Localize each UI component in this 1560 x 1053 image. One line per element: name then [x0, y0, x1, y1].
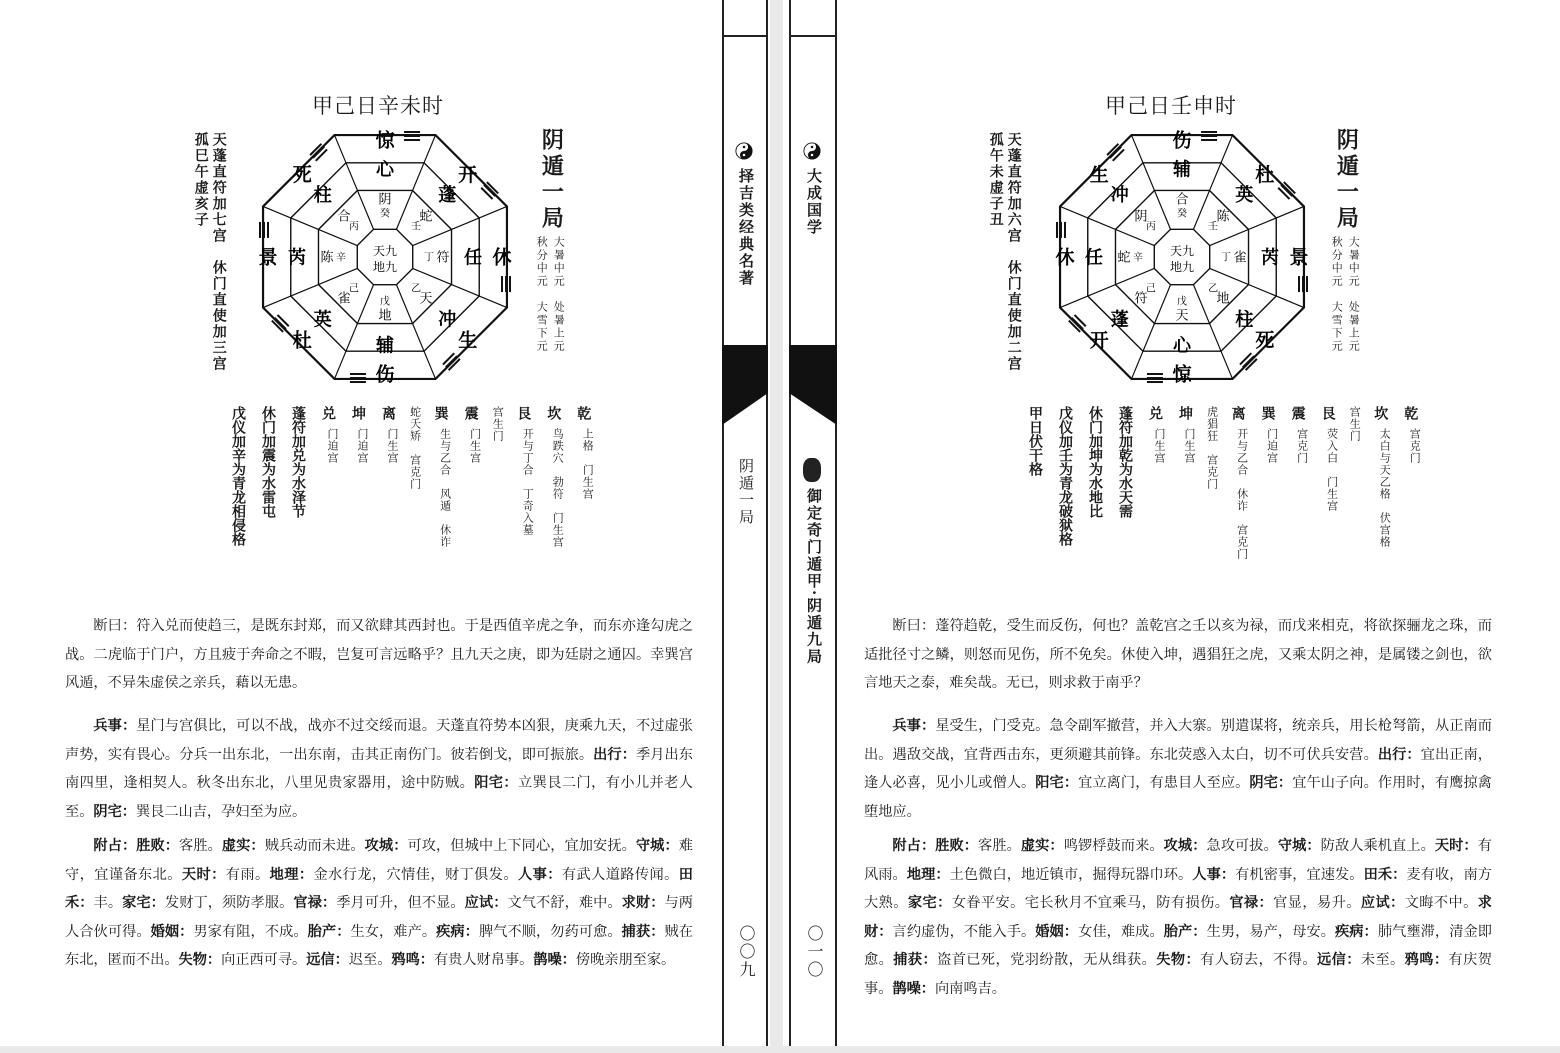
star-label: 英 [1235, 185, 1254, 207]
palace-note: 休门加坤为水地比 [1087, 406, 1103, 518]
gate-label: 死 [292, 163, 312, 186]
text-paragraph: 兵事：星门与宫俱比，可以不战，战亦不过交绥而退。天蓬直符势本凶狠，庚乘九天，不过虚张声势，实有畏心。分兵一出东北，一出东南，击其正南伤门。彼若倒戈，即可振旅。出行：季月出东南四里，逢相契人。秋冬出东北，八里见贵家器用，途中防贼。阳宅：立巽艮二门，有小儿并老人至。阴宅：巽艮二山吉，孕妇至为应。 [65, 718, 693, 820]
stem-label: 己 [1145, 283, 1156, 295]
palace-note: 艮 开与丁合 丁奇入墓 [515, 406, 535, 536]
palace-note: 坤 门迫宫 [350, 406, 369, 464]
gate-label: 惊 [1172, 363, 1192, 386]
right-page [837, 0, 1560, 1046]
trigram-icon [1056, 222, 1066, 238]
gate-label: 开 [1089, 329, 1109, 352]
trigram-icon [1201, 131, 1217, 141]
palace-note: 坤 门生宫 [1177, 406, 1196, 464]
god-label: 阴 [1134, 209, 1148, 225]
trigram-icon [1147, 373, 1163, 383]
taiji-icon [735, 142, 753, 160]
trigram-icon [259, 222, 269, 238]
gate-label: 伤 [375, 363, 395, 386]
palace-note: 离 门生宫 [380, 406, 399, 464]
palace-note: 坎 鸟跌穴 勃符 门生宫 [545, 406, 565, 548]
god-label: 地 [378, 308, 392, 324]
stem-label: 壬 [411, 221, 422, 233]
trigram-icon [1298, 276, 1308, 292]
star-label: 芮 [288, 247, 306, 269]
stem-label: 乙 [411, 283, 422, 295]
bagua-octagon [1047, 125, 1317, 390]
palace-note: 乾 上格 门生宫 [575, 406, 595, 500]
trigram-icon [501, 276, 511, 292]
palace-note: 蛇夭矫 宫克门 [408, 406, 422, 490]
gate-label: 杜 [1255, 163, 1275, 186]
palace-note: 巽 门迫宫 [1259, 406, 1279, 464]
palace-note: 蓬符加乾为水天需 [1117, 406, 1133, 518]
gate-label: 休 [1055, 246, 1075, 269]
god-label: 地 [1216, 291, 1230, 307]
star-label: 蓬 [1110, 309, 1129, 331]
series-title: 择吉类经典名著 [737, 168, 755, 287]
season-note-a: 大暑中元 处暑上元 [1347, 236, 1361, 353]
stem-label: 辛 [1133, 252, 1143, 264]
palace-note: 乾 宫克门 [1402, 406, 1422, 464]
side-note-a: 孤午未虚子丑 [987, 132, 1004, 228]
god-label: 天 [419, 291, 433, 307]
taiji-icon [803, 142, 821, 160]
star-label: 心 [376, 159, 394, 181]
palace-note: 坎 太白与天乙格 伏宫格 [1372, 406, 1392, 548]
page-number: 〇一〇 [805, 925, 824, 979]
gate-label: 开 [458, 163, 478, 186]
palace-note: 震 宫克门 [1289, 406, 1309, 464]
palace-note: 巽 生与乙合 风遁 休诈 [432, 406, 452, 548]
stem-label: 辛 [336, 252, 346, 264]
star-label: 柱 [1235, 309, 1254, 331]
god-label: 合 [1175, 192, 1189, 208]
gate-label: 死 [1255, 329, 1275, 352]
chart-title: 甲己日壬申时 [1105, 94, 1237, 118]
gate-label: 杜 [292, 329, 312, 352]
ju-label: 阴遁一局 [538, 128, 565, 232]
palace-note: 离 开与乙合 休诈 宫克门 [1229, 406, 1249, 560]
page-number: 〇〇九 [737, 925, 756, 979]
god-label: 雀 [1233, 250, 1247, 266]
stem-label: 癸 [380, 208, 390, 220]
palace-note: 宫生门 [491, 406, 505, 442]
stem-label: 壬 [1208, 221, 1219, 233]
section-title: 御定奇门遁甲·阴遁九局 [805, 488, 823, 666]
left-page [0, 0, 722, 1046]
season-note-a: 大暑中元 处暑上元 [552, 236, 566, 353]
god-label: 蛇 [419, 209, 433, 225]
star-label: 英 [313, 309, 332, 331]
text-paragraph: 断曰：蓬符趋乾，受生而反伤，何也？盖乾宫之壬以亥为禄，而戊来相克，将欲探骊龙之珠，而适批径寸之鳞，则怒而见伤，所不免矣。休使入坤，遇猖狂之虎，又乘太阴之神，是属镂之剑也，欲言地天之泰，难矣哉。无已，则求救于南乎？ [864, 618, 1492, 691]
side-note-a: 孤巳午虚亥子 [192, 132, 209, 228]
star-label: 芮 [1261, 247, 1279, 269]
side-note-b: 天蓬直符加七宫 休门直使加三宫 [210, 132, 227, 372]
star-label: 心 [1173, 335, 1191, 357]
star-label: 柱 [313, 185, 332, 207]
star-label: 辅 [1173, 159, 1191, 181]
stem-label: 己 [348, 283, 359, 295]
stem-label: 戊 [380, 296, 390, 308]
center-label: 天九 [1169, 244, 1195, 258]
palace-note: 兑 门迫宫 [320, 406, 339, 464]
center-label: 地九 [372, 260, 398, 274]
stem-label: 丙 [348, 221, 359, 233]
gate-label: 景 [1289, 246, 1309, 269]
palace-note: 休门加震为水雷屯 [260, 406, 276, 518]
star-label: 辅 [376, 335, 394, 357]
god-label: 雀 [337, 291, 351, 307]
left-gutter [722, 0, 770, 1046]
gate-label: 惊 [375, 129, 395, 152]
palace-notes [228, 406, 593, 554]
star-label: 冲 [1110, 185, 1129, 207]
star-label: 蓬 [438, 185, 457, 207]
series-title: 大成国学 [805, 168, 823, 236]
gate-label: 生 [1089, 163, 1109, 186]
text-paragraph: 附占：胜败：客胜。虚实：鸣锣桴鼓而来。攻城：急攻可拔。守城：防敌人乘机直上。天时：有风雨。地理：土色微白，地近镇市，掘得玩器巾环。人事：有机密事，宜速发。田禾：麦有收，南方大熟。家宅：女眷平安。宅长秋月不宜乘马，防有损伤。官禄：官显，易升。应试：文晦不中。求财：言约虚伪，不能入手。婚姻：女佳，难成。胎产：生男，易产，母安。疾病：肺气壅滞，清金即愈。捕获：盗首已死，党羽纷散，无从缉获。失物：有人窃去，不得。远信：未至。鸦鸣：有庆贺事。鹊噪：向南鸣吉。 [864, 838, 1492, 997]
stem-label: 戊 [1177, 296, 1187, 308]
gate-label: 休 [492, 246, 512, 269]
chart-title: 甲己日辛未时 [312, 94, 444, 118]
stem-label: 丙 [1145, 221, 1156, 233]
palace-note: 虎猖狂 宫克门 [1205, 406, 1219, 490]
star-label: 冲 [438, 309, 457, 331]
text-paragraph: 附占：胜败：客胜。虚实：贼兵动而未进。攻城：可攻，但城中上下同心，宜加安抚。守城：难守，宜谨备东北。天时：有雨。地理：金水行龙，穴情佳，财丁俱发。人事：有武人道路传闻。田禾：丰。家宅：发财丁，须防孝服。官禄：季月可升，但不显。应试：文气不舒，难中。求财：与两人合伙可得。婚姻：男家有阻，不成。胎产：生女，难产。疾病：脾气不顺，勿药可愈。捕获：贼在东北，匿而不出。失物：向正西可寻。远信：迟至。鸦鸣：有贵人财帛事。鹊噪：傍晚亲朋至家。 [65, 838, 693, 968]
right-gutter [783, 0, 837, 1046]
season-note-b: 秋分中元 大雪下元 [1330, 236, 1344, 353]
star-label: 任 [1085, 247, 1103, 269]
god-label: 陈 [1216, 209, 1230, 225]
gate-label: 伤 [1172, 129, 1192, 152]
side-note-b: 天蓬直符加六宫 休门直使加二宫 [1005, 132, 1022, 372]
season-note-b: 秋分中元 大雪下元 [535, 236, 549, 353]
gate-label: 景 [258, 246, 278, 269]
palace-note: 兑 门生宫 [1147, 406, 1166, 464]
text-paragraph: 断曰：符入兑而使趋三，是既东封郑，而又欲肆其西封也。于是西值辛虎之争，而东亦逢勾虎之战。二虎临于门户，方且疲于奔命之不暇，岂复可言远略乎？且九天之庚，即为廷尉之通囚。幸巽宫风遁，不异朱虚侯之亲兵，藉以无患。 [65, 618, 693, 691]
palace-note: 甲日伏干格 [1027, 406, 1043, 476]
god-label: 阴 [378, 192, 392, 208]
palace-note: 艮 荧入白 门生宫 [1319, 406, 1339, 512]
god-label: 陈 [320, 250, 334, 266]
ju-label: 阴遁一局 [1333, 128, 1360, 232]
palace-note: 宫生门 [1348, 406, 1362, 442]
god-label: 合 [337, 209, 351, 225]
god-label: 蛇 [1117, 250, 1131, 266]
god-label: 符 [1134, 291, 1148, 307]
gate-label: 生 [458, 329, 478, 352]
star-label: 任 [464, 247, 482, 269]
palace-note: 震 门生宫 [462, 406, 482, 464]
text-paragraph: 兵事：星受生，门受克。急令副军撤营，并入大寨。别遣谋将，统亲兵，用长枪弩箭，从正南而出。遇敌交战，宜背西击东，更须避其前锋。东北荧惑入太白，切不可伏兵安营。出行：宜出正南，逢人必喜，见小儿或僧人。阳宅：宜立离门，有患目人至应。阴宅：宜午山子向。作用时，有鹰掠禽堕地应。 [864, 718, 1492, 820]
palace-note: 戊仪加辛为青龙相侵格 [230, 406, 246, 546]
stem-label: 乙 [1208, 283, 1219, 295]
stem-label: 癸 [1177, 208, 1187, 220]
god-label: 天 [1175, 308, 1189, 324]
trigram-icon [350, 373, 366, 383]
trigram-icon [404, 131, 420, 141]
seal-icon [803, 458, 821, 482]
bagua-octagon [250, 125, 520, 390]
palace-note: 戊仪加壬为青龙破狱格 [1057, 406, 1073, 546]
god-label: 符 [436, 250, 450, 266]
center-label: 天九 [372, 244, 398, 258]
section-title: 阴遁一局 [737, 458, 755, 526]
stem-label: 丁 [1221, 252, 1231, 264]
stem-label: 丁 [424, 252, 434, 264]
palace-notes [1025, 406, 1420, 560]
palace-note: 蓬符加兑为水泽节 [290, 406, 306, 518]
center-label: 地九 [1169, 260, 1195, 274]
